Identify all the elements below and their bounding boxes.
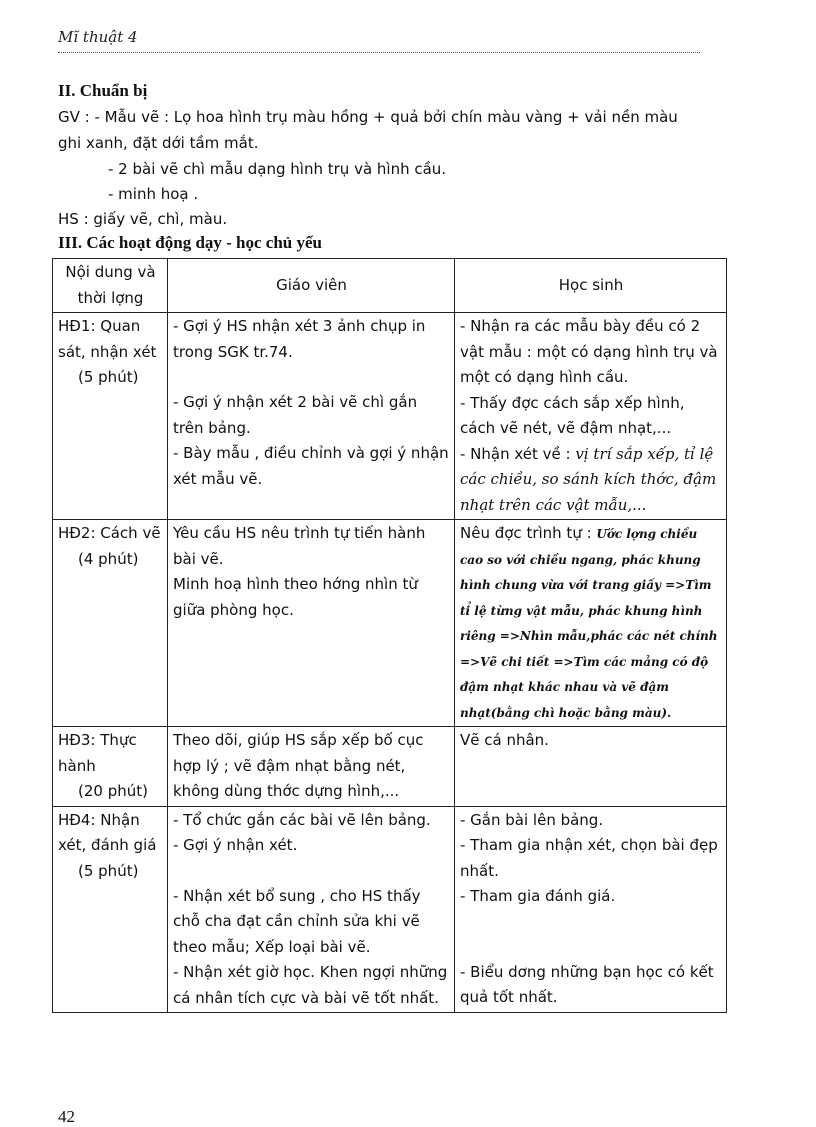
student-activity-prefix: - Nhận xét về : — [460, 444, 576, 463]
stage-duration: (4 phút) — [78, 549, 139, 568]
teacher-cell — [168, 806, 455, 1013]
stage-cell — [53, 727, 168, 807]
teacher-activity: - Bày mẫu , điều chỉnh và gợi ý nhận xét mẫu vẽ. — [173, 444, 449, 488]
table-row — [53, 806, 727, 1013]
teacher-cell — [168, 520, 455, 727]
stage-duration: (5 phút) — [78, 368, 139, 386]
table-row — [53, 727, 727, 807]
student-cell — [455, 806, 727, 1013]
stage-duration: (20 phút) — [78, 782, 148, 800]
stage-label: HĐ1: Quan sát, nhận xét — [58, 317, 157, 361]
header-divider — [58, 52, 700, 53]
lesson-activities-table — [52, 258, 727, 1013]
teacher-activity: - Gợi ý nhận xét. — [173, 836, 298, 854]
header-title: Mĩ thuật 4 — [58, 28, 138, 46]
section-2-heading: II. Chuẩn bị — [58, 81, 148, 100]
student-activity-italic: vị trí sắp xếp, tỉ lệ các chiều, so sánh kích thớc, đậm nhạt trên các vật mẫu,... — [460, 444, 717, 514]
student-cell — [455, 727, 727, 807]
stage-label: HĐ2: Cách vẽ — [58, 524, 161, 542]
teacher-activity: - Gợi ý HS nhận xét 3 ảnh chụp in trong SGK tr.74. — [173, 317, 426, 361]
page-number: 42 — [58, 1107, 75, 1126]
student-cell — [455, 520, 727, 727]
stage-label: HĐ3: Thực hành — [58, 731, 137, 775]
student-activity: - Tham gia đánh giá. — [460, 887, 616, 905]
stage-cell — [53, 520, 168, 727]
teacher-cell — [168, 313, 455, 520]
table-row — [53, 313, 727, 520]
stage-cell — [53, 806, 168, 1013]
teacher-cell — [168, 727, 455, 807]
student-cell — [455, 313, 727, 520]
teacher-activity: - Nhận xét giờ học. Khen ngợi những cá nhân tích cực và bài vẽ tốt nhất. — [173, 963, 448, 1007]
section-3-heading: III. Các hoạt động dạy - học chủ yếu — [58, 233, 323, 252]
student-activity-prefix: Nêu đợc trình tự : — [460, 524, 597, 542]
table-header-row — [53, 259, 727, 313]
gv-line-1: GV : - Mẫu vẽ : Lọ hoa hình trụ màu hồng + quả bởi chín màu vàng + vải nền màu — [58, 108, 678, 126]
header-student: Học sinh — [455, 259, 727, 313]
header-teacher: Giáo viên — [168, 259, 455, 313]
student-activity: - Tham gia nhận xét, chọn bài đẹp nhất. — [460, 836, 718, 880]
student-activity: - Biểu dơng những bạn học có kết quả tốt nhất. — [460, 962, 714, 1006]
teacher-activity: Yêu cầu HS nêu trình tự tiến hành bài vẽ. — [173, 524, 426, 568]
header-content-time: Nội dung và thời lợng — [53, 259, 168, 313]
student-activity — [460, 442, 722, 519]
stage-cell — [53, 313, 168, 520]
teacher-activity: Minh hoạ hình theo hớng nhìn từ giữa phòng học. — [173, 575, 418, 619]
student-activity: Vẽ cá nhân. — [460, 731, 549, 749]
student-activity: - Gắn bài lên bảng. — [460, 810, 604, 829]
gv-item-2: - 2 bài vẽ chì mẫu dạng hình trụ và hình cầu. — [108, 160, 447, 178]
stage-duration: (5 phút) — [78, 861, 139, 880]
teacher-activity: - Nhận xét bổ sung , cho HS thấy chỗ cha đạt cần chỉnh sửa khi vẽ theo mẫu; Xếp loại bài vẽ. — [173, 886, 421, 956]
student-activity: - Nhận ra các mẫu bày đều có 2 vật mẫu : một có dạng hình trụ và một có dạng hình cầu. — [460, 317, 718, 386]
table-row — [53, 520, 727, 727]
drawing-method-steps: Ước lợng chiều cao so với chiều ngang, phác khung hình chung vừa với trang giấy =>Tìm tỉ lệ từng vật mẫu, phác khung hình riêng =>Nhìn mẫu,phác các nét chính =>Vẽ chi tiết =>Tìm các mảng có độ đậm nhạt khác nhau và vẽ đậm nhạt(bằng chì hoặc bằng màu). — [460, 527, 718, 720]
teacher-activity: Theo dõi, giúp HS sắp xếp bố cục hợp lý ; vẽ đậm nhạt bằng nét, không dùng thớc dựng hình,... — [173, 731, 424, 800]
gv-line-2: ghi xanh, đặt dới tầm mắt. — [58, 134, 259, 152]
stage-label: HĐ4: Nhận xét, đánh giá — [58, 810, 157, 854]
teacher-activity: - Tổ chức gắn các bài vẽ lên bảng. — [173, 810, 431, 829]
hs-line: HS : giấy vẽ, chì, màu. — [58, 210, 228, 228]
gv-item-3: - minh hoạ . — [108, 185, 199, 203]
teacher-activity: - Gợi ý nhận xét 2 bài vẽ chì gắn trên bảng. — [173, 393, 418, 437]
student-activity: - Thấy đợc cách sắp xếp hình, cách vẽ nét, vẽ đậm nhạt,... — [460, 393, 685, 437]
